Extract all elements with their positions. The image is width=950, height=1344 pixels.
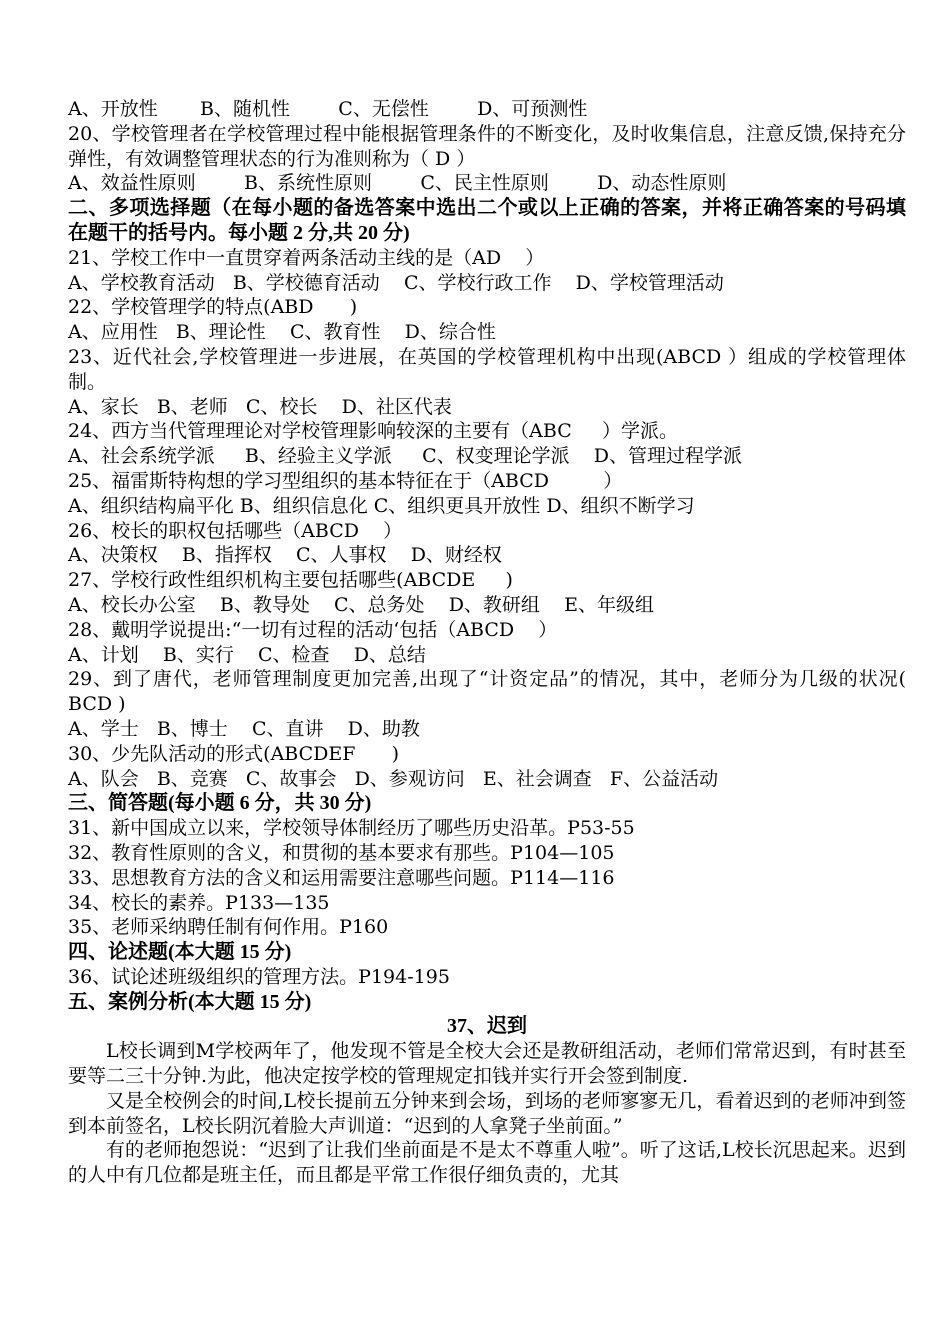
question-21: 21、学校工作中一直贯穿着两条活动主线的是（AD ） (68, 246, 545, 269)
question-27: 27、学校行政性组织机构主要包括哪些(ABCDE ) (68, 569, 513, 592)
q21-options: A、学校教育活动 B、学校德育活动 C、学校行政工作 D、学校管理活动 (68, 271, 724, 294)
q25-options: A、组织结构扁平化 B、组织信息化 C、组织更具开放性 D、组织不断学习 (68, 494, 695, 517)
question-34: 34、校长的素养。P133—135 (68, 891, 330, 914)
question-31: 31、新中国成立以来，学校领导体制经历了哪些历史沿革。P53-55 (68, 817, 635, 840)
question-28: 28、戴明学说提出:“一切有过程的活动‘包括（ABCD ） (68, 618, 558, 641)
question-29: 29、到了唐代，老师管理制度更加完善,出现了“计资定品”的情况，其中，老师分为几级的状况( BCD ) (68, 668, 906, 716)
question-35: 35、老师采纳聘任制有何作用。P160 (68, 916, 389, 939)
question-25: 25、福雷斯特构想的学习型组织的基本特征在于（ABCD ） (68, 469, 623, 492)
document-page (68, 97, 906, 1188)
section-heading-case-analysis: 五、案例分析(本大题 15 分) (68, 990, 312, 1013)
question-36: 36、试论述班级组织的管理方法。P194-195 (68, 965, 450, 988)
q27-options: A、校长办公室 B、教导处 C、总务处 D、教研组 E、年级组 (68, 593, 654, 616)
section-heading-essay: 四、论述题(本大题 15 分) (68, 941, 292, 964)
q23-options: A、家长 B、老师 C、校长 D、社区代表 (68, 395, 452, 418)
q28-options: A、计划 B、实行 C、检查 D、总结 (68, 643, 426, 666)
q20-options: A、效益性原则 B、系统性原则 C、民主性原则 D、动态性原则 (68, 172, 727, 195)
q24-options: A、社会系统学派 B、经验主义学派 C、权变理论学派 D、管理过程学派 (68, 445, 743, 468)
q22-options: A、应用性 B、理论性 C、教育性 D、综合性 (68, 321, 496, 344)
case-paragraph: L校长调到M学校两年了，他发现不管是全校大会还是教研组活动，老师们常常迟到，有时甚至要等二三十分钟.为此，他决定按学校的管理规定扣钱并实行开会签到制度. (68, 1040, 906, 1088)
question-20: 20、学校管理者在学校管理过程中能根据管理条件的不断变化，及时收集信息，注意反馈,保持充分弹性，有效调整管理状态的行为准则称为（ D ） (68, 122, 906, 170)
question-33: 33、思想教育方法的含义和运用需要注意哪些问题。P114—116 (68, 866, 615, 889)
question-23: 23、近代社会,学校管理进一步进展，在英国的学校管理机构中出现(ABCD ）组成的学校管理体制。 (68, 345, 906, 393)
case-paragraph: 有的老师抱怨说：“迟到了让我们坐前面是不是太不尊重人啦”。听了这话,L校长沉思起来。迟到的人中有几位都是班主任，而且都是平常工作很仔细负责的，尤其 (68, 1139, 906, 1187)
q26-options: A、决策权 B、指挥权 C、人事权 D、财经权 (68, 544, 502, 567)
question-30: 30、少先队活动的形式(ABCDEF ) (68, 742, 400, 765)
section-heading-multiple-choice: 二、多项选择题（在每小题的备选答案中选出二个或以上正确的答案，并将正确答案的号码填在题干的括号内。每小题 2 分,共 20 分) (68, 197, 906, 244)
question-22: 22、学校管理学的特点(ABD ) (68, 296, 358, 319)
q30-options: A、队会 B、竞赛 C、故事会 D、参观访问 E、社会调查 F、公益活动 (68, 767, 719, 790)
case-title: 37、迟到 (447, 1015, 527, 1038)
question-32: 32、教育性原则的含义，和贯彻的基本要求有那些。P104—105 (68, 841, 615, 864)
section-heading-short-answer: 三、简答题(每小题 6 分，共 30 分) (68, 792, 372, 815)
q29-options: A、学士 B、博士 C、直讲 D、助教 (68, 717, 420, 740)
q19-options: A、开放性 B、随机性 C、无偿性 D、可预测性 (68, 98, 588, 120)
question-26: 26、校长的职权包括哪些（ABCD ） (68, 519, 403, 542)
question-24: 24、西方当代管理理论对学校管理影响较深的主要有（ABC ）学派。 (68, 420, 678, 443)
case-paragraph: 又是全校例会的时间,L校长提前五分钟来到会场，到场的老师寥寥无几，看着迟到的老师冲到签到本前签名，L校长阴沉着脸大声训道：“迟到的人拿凳子坐前面。” (68, 1089, 906, 1137)
